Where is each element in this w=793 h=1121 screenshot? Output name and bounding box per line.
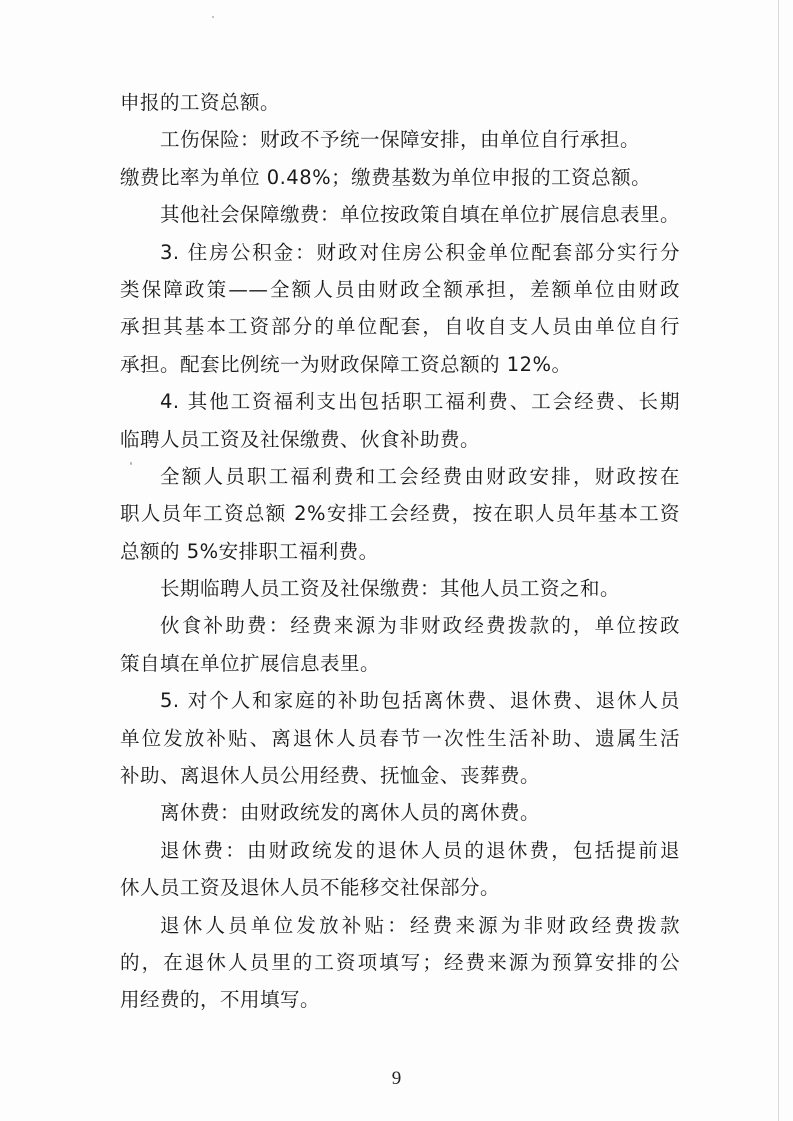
text-line: 承担。配套比例统一为财政保障工资总额的 12%。 (120, 352, 572, 376)
text-line: 策自填在单位扩展信息表里。 (120, 651, 381, 675)
scan-edge-line (778, 0, 779, 1121)
text-line: 其他社会保障缴费：单位按政策自填在单位扩展信息表里。 (160, 203, 681, 227)
text-line: 5. 对个人和家庭的补助包括离休费、退休费、退休人员 (160, 689, 680, 713)
text-line: 缴费比率为单位 0.48%；缴费基数为单位申报的工资总额。 (120, 165, 652, 189)
text-line: 离休费：由财政统发的离休人员的离休费。 (160, 801, 541, 825)
text-line: 退休人员单位发放补贴：经费来源为非财政经费拨款 (160, 913, 680, 937)
text-line: 工伤保险：财政不予统一保障安排，由单位自行承担。 (160, 128, 641, 152)
text-line: 职人员年工资总额 2%安排工会经费，按在职人员年基本工资 (120, 502, 680, 526)
text-line: 休人员工资及退休人员不能移交社保部分。 (120, 876, 501, 900)
page-number: 9 (391, 1068, 402, 1089)
text-line: 退休费：由财政统发的退休人员的退休费，包括提前退 (160, 838, 680, 862)
text-line: 补助、离退休人员公用经费、抚恤金、丧葬费。 (120, 764, 541, 788)
text-line: 申报的工资总额。 (120, 91, 281, 114)
text-line: 类保障政策——全额人员由财政全额承担，差额单位由财政 (120, 277, 680, 301)
text-line: 临聘人员工资及社保缴费、伙食补助费。 (120, 427, 481, 451)
text-line: 长期临聘人员工资及社保缴费：其他人员工资之和。 (160, 577, 621, 601)
text-line: 3. 住房公积金：财政对住房公积金单位配套部分实行分 (160, 240, 680, 264)
text-line: 总额的 5%安排职工福利费。 (120, 539, 379, 563)
text-line: 用经费的，不用填写。 (120, 988, 321, 1012)
text-line: 4. 其他工资福利支出包括职工福利费、工会经费、长期 (160, 390, 680, 414)
document-body (120, 84, 680, 1019)
scan-speck (212, 16, 214, 18)
text-line: 单位发放补贴、离退休人员春节一次性生活补助、遗属生活 (120, 726, 680, 750)
text-line: 承担其基本工资部分的单位配套，自收自支人员由单位自行 (120, 315, 680, 339)
text-line: 的，在退休人员里的工资项填写；经费来源为预算安排的公 (120, 950, 680, 974)
text-line: 伙食补助费：经费来源为非财政经费拨款的，单位按政 (160, 614, 680, 638)
text-line: 全额人员职工福利费和工会经费由财政安排，财政按在 (160, 464, 680, 488)
